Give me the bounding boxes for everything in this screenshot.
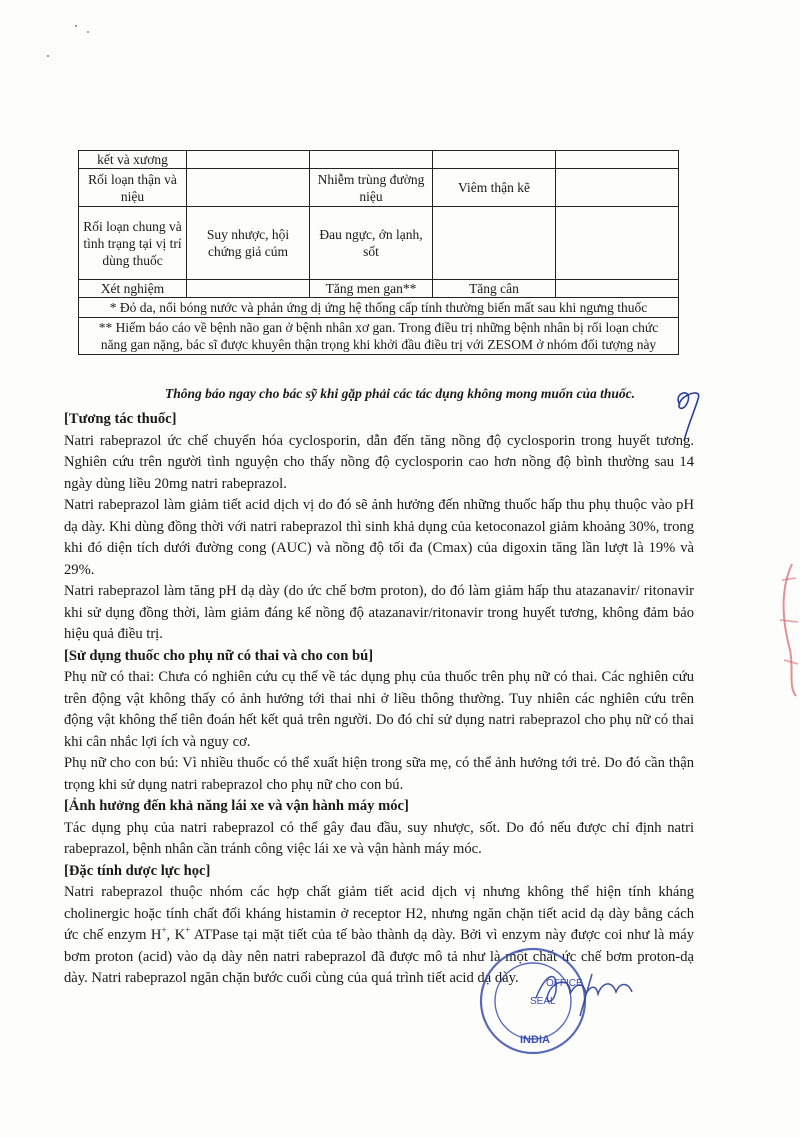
table-cell: Rối loạn chung và tình trạng tại vị trí dùng thuốc [79,207,187,280]
adverse-effect-notice: Thông báo ngay cho bác sỹ khi gặp phải các tác dụng không mong muốn của thuốc. [165,386,635,401]
table-cell: Tăng men gan** [310,280,433,298]
red-edge-stamp [762,560,800,700]
paragraph: Natri rabeprazol làm tăng pH dạ dày (do ức chế bơm proton), do đó làm giảm hấp thu atazanavir/ ritonavir khi sử dụng đồng thời, làm giảm đáng kể nồng độ atazanavir/ritonavir trong huyết tương, không đảm bảo hiệu quả điều trị. [64,583,694,642]
table-cell [187,169,310,207]
paragraph: Natri rabeprazol làm giảm tiết acid dịch vị do đó sẽ ảnh hưởng đến những thuốc hấp thu phụ thuộc vào pH dạ dày. Khi dùng đồng thời với natri rabeprazol thì sinh khả dụng của ketoconazol giảm khoảng 30%, trong khi đó diện tích dưới đường cong (AUC) và nồng độ tối đa (Cmax) của digoxin tăng lần lượt là 19% và 29%. [64,497,694,578]
stamp-text: OFFICE [546,978,583,989]
table-cell: Viêm thận kẽ [433,169,556,207]
superscript: + [161,925,167,936]
table-row [79,207,679,280]
handwritten-signature [532,960,662,1020]
table-cell: Nhiễm trùng đường niệu [310,169,433,207]
table-cell: Tăng cân [433,280,556,298]
stamp-text: INDIA [520,1034,550,1046]
text-run: , K [166,927,186,943]
section-heading: [Sử dụng thuốc cho phụ nữ có thai và cho con bú] [64,647,374,664]
document-body [64,409,694,990]
table-cell [187,280,310,298]
section-heading: [Ảnh hưởng đến khả năng lái xe và vận hành máy móc] [64,798,409,814]
table-cell: Đau ngực, ớn lạnh, sốt [310,207,433,280]
table-row [79,169,679,207]
table-cell [556,151,679,169]
table-cell: Suy nhược, hội chứng giả cúm [187,207,310,280]
table-footnote-2: ** Hiếm báo cáo về bệnh não gan ở bệnh nhân xơ gan. Trong điều trị những bệnh nhân bị rối loạn chức năng gan nặng, bác sĩ được khuyên thận trọng khi khởi đầu điều trị với ZESOM ở nhóm đối tượng này [79,318,679,355]
table-cell [556,207,679,280]
section-heading: [Tương tác thuốc] [64,411,177,427]
paragraph: Phụ nữ có thai: Chưa có nghiên cứu cụ thể về tác dụng phụ của thuốc trên phụ nữ có thai. Các nghiên cứu trên động vật không thấy có ảnh hưởng tới thai nhi ở liều thông thường. Tuy nhiên các nghiên cứu trên động vật không thể tiên đoán hết kết quả trên người. Do đó chỉ sử dụng natri rabeprazol cho phụ nữ có thai khi cân nhắc lợi ích và nguy cơ. [64,669,694,750]
section-heading: [Đặc tính dược lực học] [64,862,211,879]
paragraph: Tác dụng phụ của natri rabeprazol có thể gây đau đầu, suy nhược, sốt. Do đó nếu được chỉ định natri rabeprazol, bệnh nhân cần tránh công việc lái xe và vận hành máy móc. [64,819,694,857]
table-cell: kết và xương [79,151,187,169]
text-run: ATPase tại mặt tiết của tế bào thành dạ dày. Bởi vì enzym này được coi như là máy bơm proton (acid) vào dạ dày nên natri rabeprazol đã được mô tả như là một chất ức chế bơm proton-dạ dày. Natri rabeprazol ngăn chặn bước cuối cùng của quá trình tiết acid dạ dày. [64,927,694,986]
table-footnote-1: * Đỏ da, nổi bóng nước và phản ứng dị ứng hệ thống cấp tính thường biến mất sau khi ngưng thuốc [79,298,679,318]
table-cell [433,151,556,169]
scan-specks [40,20,100,60]
table-cell: Rối loạn thận và niệu [79,169,187,207]
table-note-row [79,318,679,355]
paragraph: Natri rabeprazol ức chế chuyển hóa cyclosporin, dẫn đến tăng nồng độ cyclosporin trong huyết tương. Nghiên cứu trên người tình nguyện cho thấy nồng độ cyclosporin cao hơn nồng độ bình thường sau 14 ngày dùng liều 20mg natri rabeprazol. [64,432,694,492]
table-cell [187,151,310,169]
table-cell: Xét nghiệm [79,280,187,298]
table-cell [556,280,679,298]
adverse-effects-table [78,150,679,355]
text-run: Natri rabeprazol thuộc nhóm các hợp chất giảm tiết acid dịch vị nhưng không thể hiện tính kháng cholinergic hoặc tính chất đối kháng histamin ở receptor H2, nhưng ngăn chặn tiết acid dạ dày bằng cách ức chế enzym H [64,884,694,943]
table-cell [433,207,556,280]
table-note-row [79,298,679,318]
table-cell [556,169,679,207]
table-row [79,280,679,298]
table-cell [310,151,433,169]
table-row [79,151,679,169]
paragraph: Phụ nữ cho con bú: Vì nhiều thuốc có thể xuất hiện trong sữa mẹ, có thể ảnh hưởng tới trẻ. Do đó cần thận trọng khi sử dụng natri rabeprazol cho phụ nữ cho con bú. [64,755,694,793]
stamp-text: SEAL [530,996,556,1007]
superscript: + [185,925,191,936]
